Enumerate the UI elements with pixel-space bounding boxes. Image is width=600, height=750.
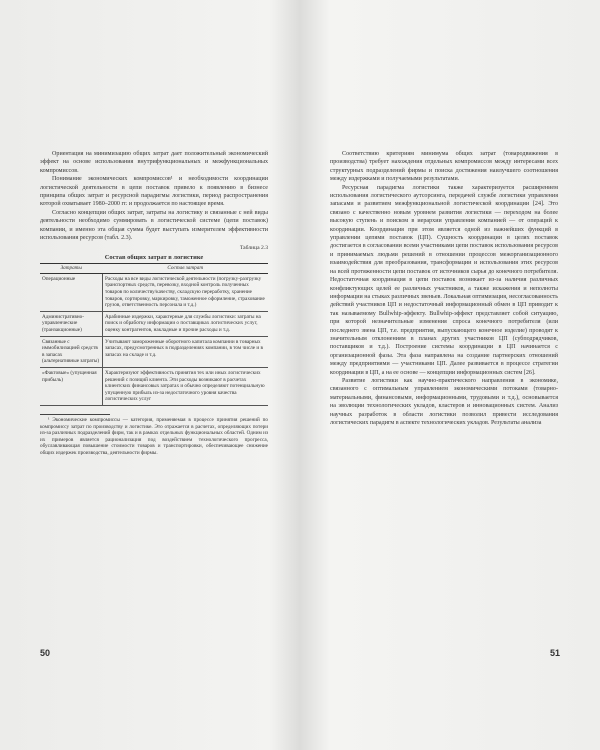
table-cell-type: Операционные [40, 273, 103, 311]
table-cell-type: Связанные с иммобилизацией средств в запасах (альтернативные затраты) [40, 336, 103, 367]
table-header-composition: Состав затрат [103, 264, 269, 274]
table-row [40, 311, 268, 336]
right-paragraph-2: Ресурсная парадигма логистики также характеризуется расширением использования логистического аутсорсинга, передачей службе логистики управления запасами и развитием межфункциональной логистической координации [24]. Это связано с качественно новым уровнем развития логистики — переходом на более высокую ступень и поиском в иерархии управления компанией — от операций к координации. Координация при этом является одной из важнейших функций в управлении цепями поставок (ЦП). Сущность координации в целях поставок достигается в согласовании всеми участниками цепи поставок использования ресурсов и принимаемых людьми решений в отношении процессов межорганизационного взаимодействия для преобразования, трансформации и использования этих ресурсов на всей протяженности цепи поставок от источников сырья до конечного потребителя. Недостаточная координация в цепи поставок возникает из-за наличия различных конфликтующих целей ее различных участников, а также искажения и неполноты информации на стыках различных звеньев. Локальная оптимизация, несогласованность действий участников ЦП и недостаточный информационный обмен в ЦП приводит к так называемому Bullwhip-эффекту. Bullwhip-эффект представляет собой ситуацию, при которой незначительные изменения спроса конечного потребителя (или последнего звена ЦП, т.е. предприятия, выпускающего конечное изделие) проводят к значительным отклонениям в планах других участников ЦП (субподрядчиков, поставщиков и т.д.). Построение системы координации в ЦП начинается с организационной фазы. Эта фаза направлена на создание партнерских отношений между предприятиями — участниками ЦП. Далее развивается в процессе стратегии координации в ЦП, а на ее основе — концепции информационных систем [26]. [330, 184, 558, 376]
table-cell-type: «Фактовые» (упущенная прибыль) [40, 368, 103, 406]
right-paragraph-3: Развитие логистики как научно-практического направления в экономике, связанного с оптимальным управлением экономическими потоками (товарно-материальными, финансовыми, информационными, трудовыми и т.д.), основывается на эволюции технологических укладов, кластеров и инновационных систем. Анализ научных разработок в области логистики позволил привести исследования логистических парадигм в аспекте технологических укладов. Результаты анализа [330, 377, 558, 426]
right-column [330, 150, 558, 427]
footnote-divider [40, 414, 110, 415]
table-row [40, 273, 268, 311]
table-title: Состав общих затрат в логистике [104, 253, 204, 261]
left-paragraph-2: Понимание экономических компромиссов¹ и необходимости координации логистической деятельности в цепи поставок привело к появлению в бизнесе принципа общих затрат и ресурсной парадигмы логистики, период распространения которой охватывает 1980–2000 гг. и продолжается по настоящее время. [40, 176, 268, 208]
table-cell-composition: Учитывают замороженные оборотного капитала компании в товарных запасах, предусмотренных в подразделениях компании, в том числе и в запасах на складе и т.д. [103, 336, 269, 367]
cost-table [40, 263, 268, 406]
left-column [40, 150, 268, 457]
table-cell-type: Административно-управленческие (транзакционные) [40, 311, 103, 336]
footnote: ¹ Экономические компромиссы — категория, применяемая в процессе принятия решений по компромиссу затрат по производству и логистике. Это отражается в расчетах, определяющих потери из-за различных подразделений фирм, так и в рамках отдельных функциональных областей. Одним из их примеров является рационализация под воздействием технологического прогресса, обуславливающая повышение стоимости товаров и транспортировки, обеспечивающее снижение общих издержек производства, деятельности фирмы. [40, 416, 268, 456]
right-page [300, 0, 600, 750]
page-number-left: 50 [40, 648, 51, 658]
table-row [40, 336, 268, 367]
table-cell-composition: Арабинные издержки, характерные для службы логистики: затраты на поиск и обработку информации о поставщиках логистических услуг, оценку контрагентов, накладные и прочие расходы и т.д. [103, 311, 269, 336]
table-row [40, 368, 268, 406]
table-cell-composition: Характеризуют эффективность принятия тех или иных логистических решений с позиций клиента. Эти расходы возникают в расчетах клиентских финансовых затратах и обычно определяют потенциальную упущенную прибыль из-за недостаточного уровня качества логистических услуг [103, 368, 269, 406]
page-number-right: 51 [549, 648, 560, 658]
table-cell-composition: Расходы на все виды логистической деятельности (погрузку-разгрузку транспортных средств, перевозку, входной контроль полученных товаров по количеству/качеству, складскую переработку, хранение товаров, сортировку, маркировку, таможенное оформление, страхование грузов, ответственность персонала и т.д.) [103, 273, 269, 311]
table-caption: Таблица 2.3 [239, 245, 268, 252]
left-paragraph-1: Ориентация на минимизацию общих затрат дает положительный экономический эффект на основе использования внутрифункциональных и межфункциональных компромиссов. [40, 151, 268, 174]
left-paragraph-3: Согласно концепции общих затрат, затраты на логистику и связанные с ней виды деятельности необходимо суммировать в логистической системе (цепи поставок) компании, и именно эта общая сумма будет выступать измерителем эффективности использования ресурсов (табл. 2.3). [40, 209, 268, 242]
table-header-costs: Затраты [40, 264, 103, 274]
right-paragraph-1: Соответствию критериям минимума общих затрат (товародвижения в производства) требует нахождения отдельных компромиссов между интересами всех структурных подразделений фирмы и поиска достижения наилучшего соотношения между издержками и получаемыми результатами. [330, 151, 558, 183]
